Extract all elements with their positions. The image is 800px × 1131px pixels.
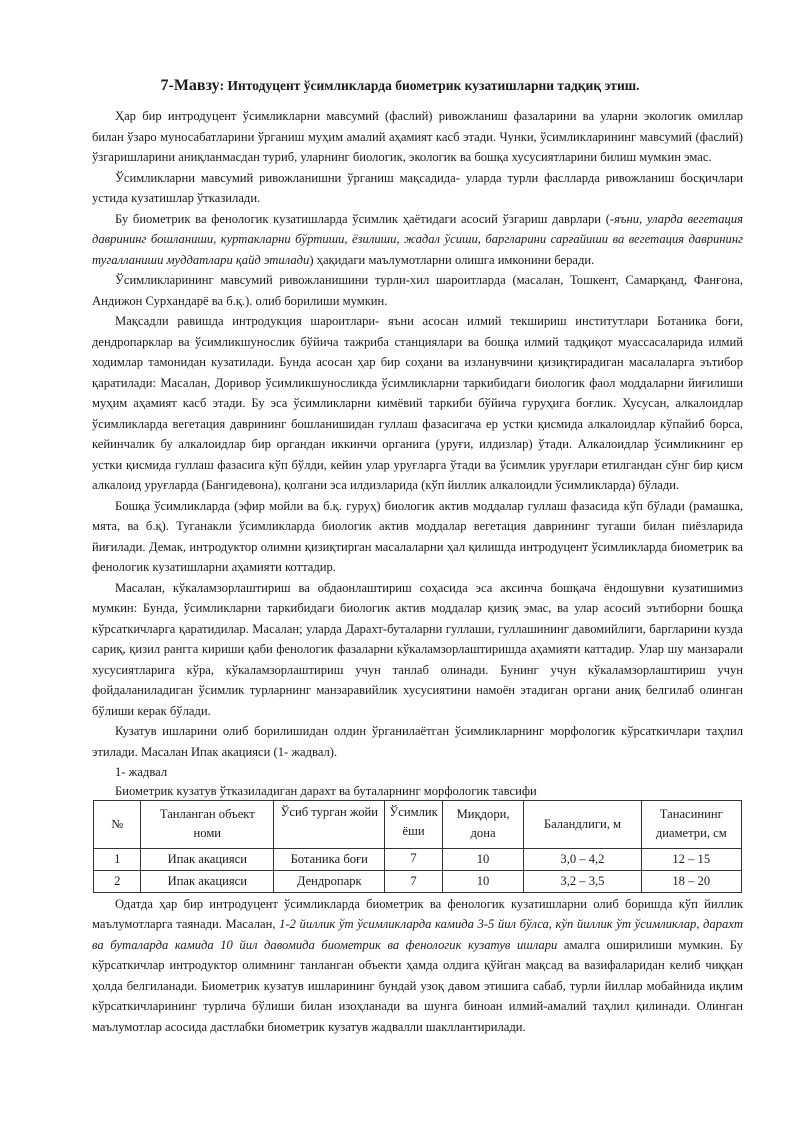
header-height: Баландлиги, м bbox=[524, 800, 641, 848]
cell-name: Ипак акацияси bbox=[141, 848, 274, 870]
header-diameter: Танасининг диаметри, см bbox=[641, 800, 741, 848]
cell-number: 2 bbox=[94, 870, 141, 892]
paragraph-9-start: Одатда ҳар бир интродуцент ўсимликларда биометрик ва фенологик кузатишларни олиб боришда кўп йиллик маълумотларга таянади. Масалан, bbox=[92, 896, 743, 931]
paragraph-9 bbox=[92, 894, 743, 1038]
header-place: Ўсиб турган жойи bbox=[274, 800, 385, 848]
cell-age: 7 bbox=[385, 870, 442, 892]
paragraph-3-start: Бу биометрик ва фенологик кузатишларда ўсимлик ҳаётидаги асосий ўзгариш даврлари (- bbox=[115, 211, 615, 226]
cell-number: 1 bbox=[94, 848, 141, 870]
topic-heading: Интодуцент ўсимликларда биометрик кузатишларни тадқиқ этиш. bbox=[227, 78, 640, 93]
topic-number: 7-Мавзу bbox=[160, 77, 220, 94]
document-body bbox=[92, 106, 743, 1037]
table-caption: Биометрик кузатув ўтказиладиган дарахт ва буталарнинг морфологик тавсифи bbox=[115, 783, 537, 798]
paragraph-5: Мақсадли равишда интродукция шароитлари- яъни асосан илмий текшириш институтлари Ботаника боғи, дендропарклар ва ўсимликшунослик бўйича тажриба станциялари ва бошқа илмий тадқиқот муассасаларида илмий ходимлар тамонидан кузатилади. Бунда асосан ҳар бир соҳани ва изланувчини қизиқтирадиган масалаларга эътибор қаратилади: Масалан, Доривор ўсимликшуносликда ўсимликларни таркибидаги биологик фаол моддаларни йиғилиши муҳим аҳамият касб этади. Бу эса ўсимликларни кимёвий таркиби бўйича гуруҳига боғлик. Хусусан, алкалоидлар ўсимликларда вегетация даврининг бошланишидан гуллаш фазасигача ер устки қисмида алкалоидлар кўпайиб борса, кейинчалик бу алкалоидлар бир органдан иккинчи органига (уруғи, илдизлар) ўтади. Алкалоидлар ўсимликнинг ер устки қисмида гуллаш фазасига кўп бўлди, кейин улар уруғларга ўтади ва ўсимлик уруғлари етилгандан сўнг бир қисм алкалоид уруғларда (Бангидевона), қолгани эса илдизларида (кўп йиллик алкалоидли ўсимликларда) бўлади. bbox=[92, 314, 743, 492]
table-header-row bbox=[94, 800, 742, 848]
table-number-label: 1- жадвал bbox=[115, 765, 168, 779]
morphology-table bbox=[93, 800, 742, 893]
cell-count: 10 bbox=[442, 848, 524, 870]
table-row bbox=[94, 870, 742, 892]
paragraph-7: Масалан, кўкаламзорлаштириш ва обдаонлаштириш соҳасида эса аксинча бошқача ёндошувни кузатишимиз мумкин: Бунда, ўсимликларни таркибидаги биологик актив моддалар қизиқ эмас, ва улар асосий эътиборни бошқа кўрсаткичларга қаратидилар. Масалан; уларда Дарахт-буталарни гуллаши, гуллашининг давомийлиги, баргларини кузда сариқ, қизил рангга кириши қаби фенологик фазаларни кўкаламзорлаштиришда аҳамияти каттадир. Улар шу манзарали хусусиятларига кўра, кўкаламзорлаштириш учун танлаб олинади. Бунинг учун кўкаламзорлаштириш учун фойдаланиладиган ўсимлик турларнинг манзаравийлик хусусиятини намоён этадиган органи аниқ белгилаб олинган бўлиши керак бўлади. bbox=[92, 580, 743, 718]
cell-height: 3,2 – 3,5 bbox=[524, 870, 641, 892]
cell-place: Ботаника боғи bbox=[274, 848, 385, 870]
paragraph-9-italic: 1-2 йиллик ўт ўсимликларда камида 3-5 йил бўлса, кўп йиллик ўт ўсимликлар, дарахт ва буталарда камида 10 йил давомида биометрик ва фенологик кузатув ишлари bbox=[92, 917, 743, 952]
header-age: Ўсимлик ёши bbox=[385, 800, 442, 848]
paragraph-3 bbox=[92, 209, 743, 271]
cell-diameter: 12 – 15 bbox=[641, 848, 741, 870]
cell-diameter: 18 – 20 bbox=[641, 870, 741, 892]
topic-colon: : bbox=[219, 78, 225, 93]
cell-name: Ипак акацияси bbox=[141, 870, 274, 892]
header-number: № bbox=[94, 800, 141, 848]
paragraph-9-end: амалга оширилиши мумкин. Бу кўрсаткичлар интродуктор олимнинг танланган объекти ҳамда олдига қўйган мақсад ва вазифаларидан келиб чиққан ҳолда белгиланади. Биометрик кузатув ишларининг бундай узоқ давом этишига сабаб, турли йиллар мобайнида иқлим кўрсаткичларининг турлича бўлиши билан изоҳланади ва шунга биноан илмий-амалий таҳлил қилинади. Олинган маълумотлар асосида дастлабки биометрик кузатув жадвалли шакллантирилади. bbox=[92, 937, 743, 1034]
paragraph-4: Ўсимликларининг мавсумий ривожланишини турли-хил шароитларда (масалан, Тошкент, Самарқанд, Фанғона, Андижон Сурхандарё ва б.қ.). олиб борилиши мумкин. bbox=[92, 273, 743, 308]
cell-age: 7 bbox=[385, 848, 442, 870]
cell-count: 10 bbox=[442, 870, 524, 892]
cell-height: 3,0 – 4,2 bbox=[524, 848, 641, 870]
paragraph-3-italic: яъни, уларда вегетация даврининг бошланиши, куртакларни бўртиши, ёзилиши, жадал ўсиши, баргларини сарғайиши ва вегетация даврининг тугалланиши муддатлари қайд этилади bbox=[92, 211, 743, 267]
paragraph-1: Ҳар бир интродуцент ўсимликларни мавсумий (фаслий) ривожланиш фазаларини ва уларни экологик омиллар билан ўзаро муносабатларини ўрганиш муҳим амалий аҳамият касб этади. Чунки, ўсимликларининг мавсумий (фаслий) ўзгаришларини аниқланмасдан туриб, уларнинг биологик, экологик ва бошқа хусусиятларини билиш мумкин эмас. bbox=[92, 109, 743, 164]
paragraph-3-end: ) ҳақидаги маълумотларни олишга имконини беради. bbox=[309, 252, 595, 267]
paragraph-6: Бошқа ўсимликларда (эфир мойли ва б.қ. гуруҳ) биологик актив моддалар гуллаш фазасида кўп бўлади (рамашка, мята, ва б.қ). Туганакли ўсимликларда биологик актив моддалар вегетация даврининг тугаши билан пиёзларида йиғилади. Демак, интродуктор олимни қизиқтирган масалаларни ҳал қилишда интродуцент ўсимликларда биометрик ва фенологик кузатишларни аҳамияти коттадир. bbox=[92, 498, 743, 574]
header-count: Миқдори, дона bbox=[442, 800, 524, 848]
paragraph-2: Ўсимликларни мавсумий ривожланишни ўрганиш мақсадида- уларда турли фаслларда ривожланиш босқичлари устида кузатишлар ўтказилади. bbox=[92, 170, 743, 205]
table-row bbox=[94, 848, 742, 870]
paragraph-8: Кузатув ишларини олиб борилишидан олдин ўрганилаётган ўсимликларнинг морфологик кўрсаткичлари таҳлил этилади. Масалан Ипак акацияси (1- жадвал). bbox=[92, 724, 743, 759]
header-object-name: Танланган объект номи bbox=[141, 800, 274, 848]
cell-place: Дендропарк bbox=[274, 870, 385, 892]
topic-title bbox=[0, 76, 800, 96]
